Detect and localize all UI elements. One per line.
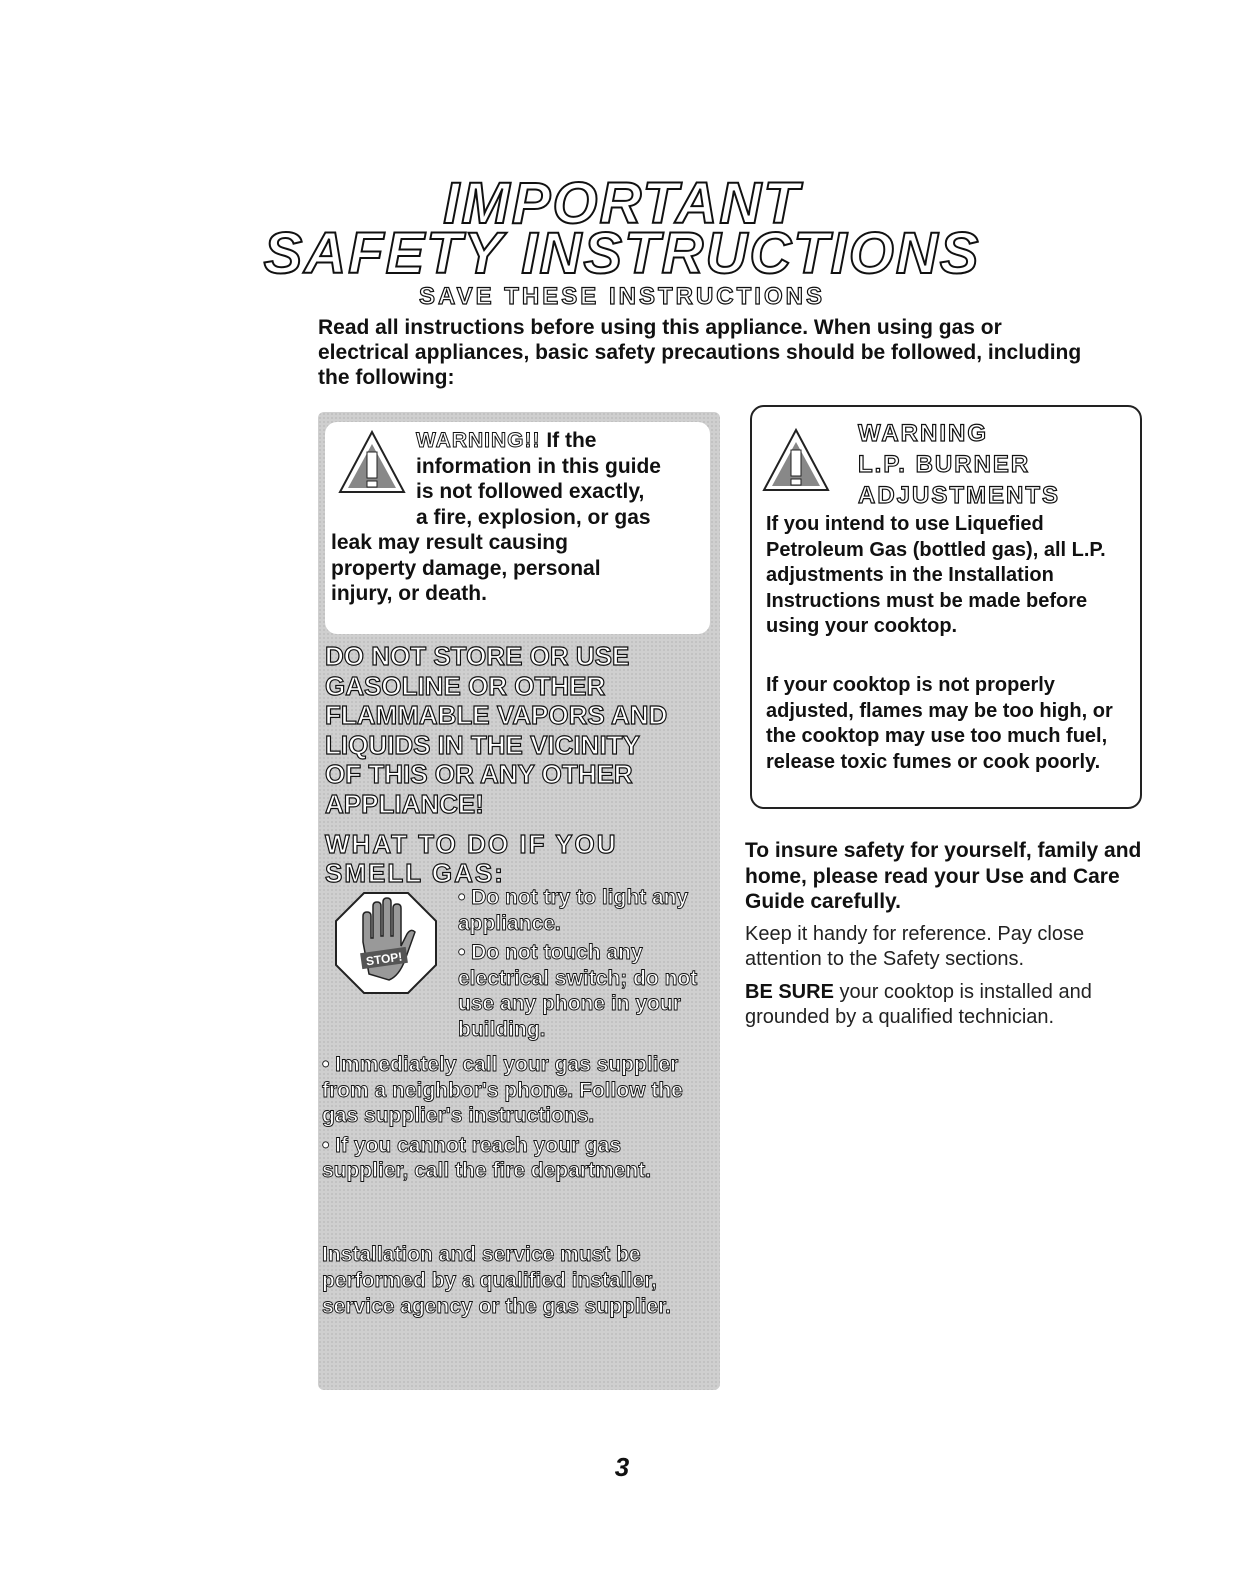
smell-gas-steps-b <box>322 1052 712 1188</box>
keep-handy-text: Keep it handy for reference. Pay close attention to the Safety sections. <box>745 923 1085 970</box>
warning-triangle-icon <box>338 430 406 494</box>
warning-line: property damage, personal <box>331 556 601 580</box>
title-line-2: SAFETY INSTRUCTIONS <box>263 221 981 286</box>
be-sure-text <box>745 980 1135 1030</box>
title-line-1: IMPORTANT <box>443 171 801 236</box>
warning-line: leak may result causing <box>331 531 568 554</box>
lp-title-line: WARNING <box>858 420 988 447</box>
intro-paragraph: Read all instructions before using this appliance. When using gas or electrical appliances, basic safety precautions should be followed, including the following: <box>318 316 1082 389</box>
stop-hand-icon <box>333 890 439 996</box>
be-sure-label: BE SURE <box>745 981 834 1003</box>
warning-triangle-icon <box>762 428 830 492</box>
warning-label: WARNING!! <box>416 429 541 452</box>
lp-title-line: L.P. BURNER <box>858 451 1031 478</box>
list-item: • If you cannot reach your gas supplier, call the fire department. <box>322 1133 652 1182</box>
warning-line: is not followed exactly, <box>416 480 645 503</box>
warning-continued <box>331 530 701 607</box>
do-not-store-line: LIQUIDS IN THE VICINITY <box>325 729 640 760</box>
be-sure-rest: your cooktop is installed and grounded by a qualified technician. <box>745 981 1092 1028</box>
installation-note: Installation and service must be performed by a qualified installer, service agency or the gas supplier. <box>322 1243 671 1318</box>
page-number: 3 <box>614 1452 630 1482</box>
list-item: • Do not touch any electrical switch; do not use any phone in your building. <box>458 941 698 1041</box>
list-item: • Immediately call your gas supplier from a neighbor's phone. Follow the gas supplier's instructions. <box>322 1053 683 1127</box>
save-instructions-heading: SAVE THESE INSTRUCTIONS <box>419 283 825 310</box>
do-not-store-line: OF THIS OR ANY OTHER <box>325 759 633 789</box>
smell-heading-line: SMELL GAS: <box>325 858 505 888</box>
lp-paragraph-2: If your cooktop is not properly adjusted, flames may be too high, or the cooktop may use too much fuel, release toxic fumes or cook poorly. <box>766 674 1113 773</box>
do-not-store-line: FLAMMABLE VAPORS AND <box>325 700 668 730</box>
lp-burner-title <box>858 418 1060 511</box>
lp-paragraph-1: If you intend to use Liquefied Petroleum Gas (bottled gas), all L.P. adjustments in the Installation Instructions must be made before using your cooktop. <box>766 513 1106 637</box>
do-not-store-warning <box>325 642 715 819</box>
warning-line: a fire, explosion, or gas <box>416 505 651 529</box>
list-item: • Do not try to light any appliance. <box>458 886 689 935</box>
warning-intro <box>416 428 706 530</box>
warning-line: If the <box>540 429 597 452</box>
do-not-store-line: DO NOT STORE OR USE <box>325 641 630 671</box>
warning-line: injury, or death. <box>331 582 487 605</box>
do-not-store-line: APPLIANCE! <box>325 788 484 819</box>
lp-title-line: ADJUSTMENTS <box>858 482 1061 509</box>
smell-heading-line: WHAT TO DO IF YOU <box>325 829 618 859</box>
stop-sign-label: STOP! <box>365 949 404 969</box>
do-not-store-line: GASOLINE OR OTHER <box>325 670 606 701</box>
warning-line: information in this guide <box>416 454 661 478</box>
smell-gas-heading <box>325 830 618 888</box>
smell-gas-steps-a <box>458 885 718 1046</box>
insure-safety-text: To insure safety for yourself, family and home, please read your Use and Care Guide carefully. <box>745 839 1142 913</box>
